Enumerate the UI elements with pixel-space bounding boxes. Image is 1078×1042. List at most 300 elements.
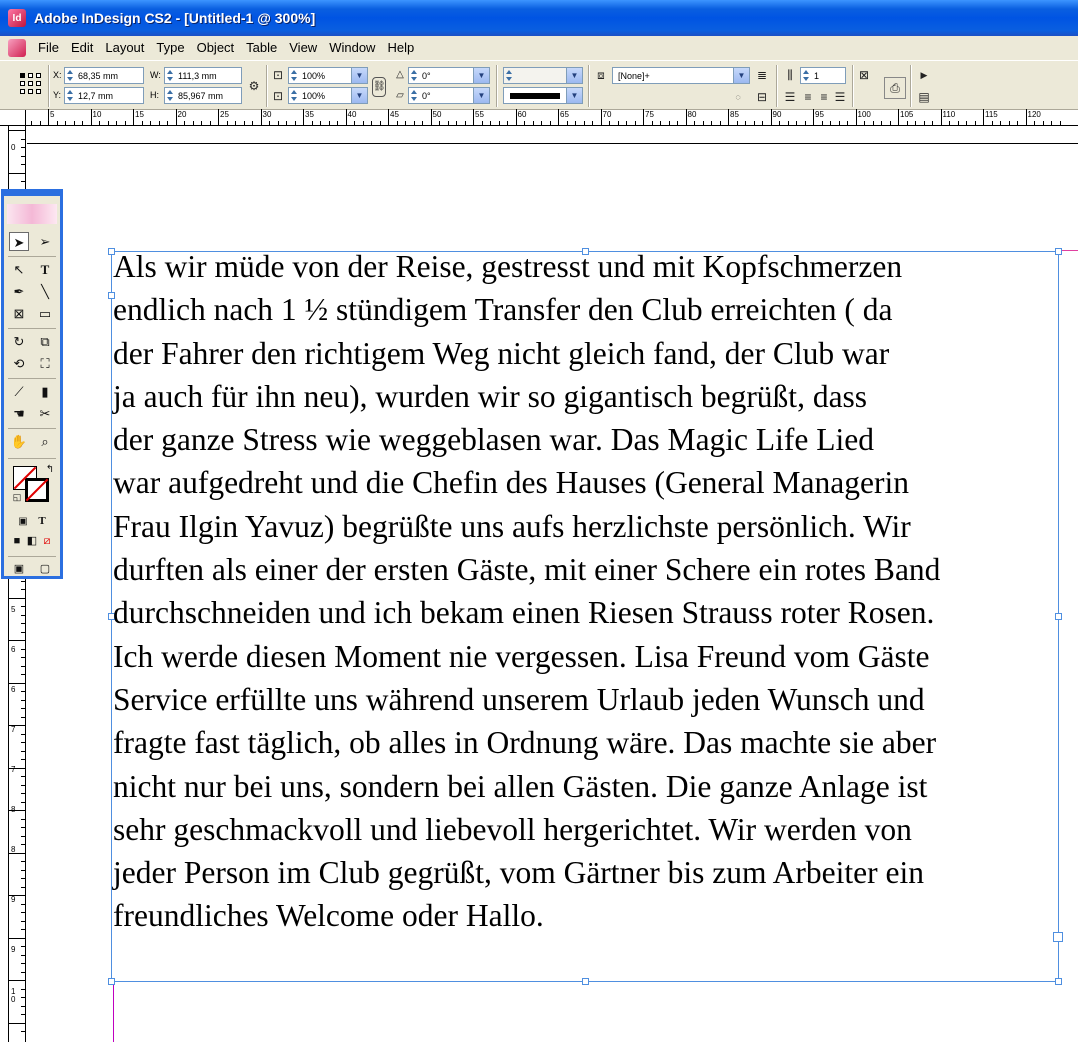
text-line[interactable]: fragte fast täglich, ob alles in Ordnung wäre. Das machte sie aber bbox=[113, 725, 937, 761]
ruler-tick bbox=[762, 121, 763, 125]
ruler-tick bbox=[125, 121, 126, 125]
justify-vertical-icon[interactable]: ☰ bbox=[834, 90, 846, 104]
ruler-tick bbox=[9, 980, 25, 981]
chevron-down-icon[interactable]: ▼ bbox=[473, 68, 489, 83]
ruler-tick bbox=[65, 121, 66, 125]
ruler-label: 5 bbox=[50, 110, 55, 119]
chevron-down-icon[interactable]: ▼ bbox=[566, 68, 582, 83]
ruler-label: 45 bbox=[390, 110, 399, 119]
ruler-tick bbox=[592, 121, 593, 125]
ruler-label: 7 bbox=[11, 765, 16, 774]
ruler-tick bbox=[1051, 121, 1052, 125]
ruler-tick bbox=[9, 130, 25, 131]
text-line[interactable]: Frau Ilgin Yavuz) begrüßte uns aufs herzlichste persönlich. Wir bbox=[113, 508, 911, 544]
ruler-tick bbox=[405, 121, 406, 125]
ruler-tick bbox=[975, 121, 976, 125]
ruler-tick bbox=[337, 121, 338, 125]
ruler-tick bbox=[354, 121, 355, 125]
ruler-tick bbox=[21, 878, 25, 879]
ruler-tick bbox=[21, 623, 25, 624]
ruler-label: 8 bbox=[11, 805, 16, 814]
text-line[interactable]: durften als einer der ersten Gäste, mit einer Schere ein rotes Band bbox=[113, 552, 941, 588]
scissors-tool-icon[interactable]: ✂ bbox=[39, 406, 51, 421]
ruler-tick bbox=[516, 109, 517, 125]
frame-handle-bottom-left[interactable] bbox=[108, 978, 115, 985]
ruler-tick bbox=[839, 121, 840, 125]
ruler-tick bbox=[21, 742, 25, 743]
text-line[interactable]: ja auch für ihn neu), wurden wir so gigantisch begrüßt, dass bbox=[113, 378, 868, 414]
ruler-tick bbox=[21, 589, 25, 590]
ruler-tick bbox=[983, 109, 984, 125]
ruler-label: 9 bbox=[11, 895, 16, 904]
ruler-tick bbox=[737, 121, 738, 125]
fitting-icon[interactable]: ⊟ bbox=[756, 90, 768, 104]
rotation-spinner-icon[interactable] bbox=[410, 68, 419, 83]
ruler-tick bbox=[31, 121, 32, 125]
ruler-tick bbox=[269, 121, 270, 125]
shear-angle-field[interactable]: 0° ▼ bbox=[408, 87, 490, 104]
ruler-label: 8 bbox=[11, 845, 16, 854]
ruler-tick bbox=[278, 121, 279, 125]
ruler-tick bbox=[830, 121, 831, 125]
rectangle-frame-tool-icon[interactable]: ⊠ bbox=[13, 306, 25, 321]
y-position-field[interactable]: 12,7 mm bbox=[64, 87, 144, 104]
ruler-tick bbox=[329, 121, 330, 125]
eyedropper-tool-icon[interactable]: ⟋ bbox=[14, 384, 24, 399]
ruler-label: 6 bbox=[11, 645, 16, 654]
stroke-weight-spinner-icon[interactable] bbox=[505, 68, 514, 83]
ruler-label: 60 bbox=[517, 110, 527, 119]
menu-help[interactable]: Help bbox=[387, 40, 415, 55]
w-spinner-icon[interactable] bbox=[166, 68, 175, 83]
ruler-tick bbox=[677, 121, 678, 125]
title-bar bbox=[0, 0, 1078, 36]
ruler-tick bbox=[21, 836, 25, 837]
menu-type[interactable]: Type bbox=[156, 40, 185, 55]
ruler-tick bbox=[558, 109, 559, 125]
ruler-tick bbox=[21, 615, 25, 616]
constrain-proportions-icon[interactable]: ⚙ bbox=[248, 79, 260, 93]
ruler-tick bbox=[881, 121, 882, 125]
ruler-tick bbox=[363, 121, 364, 125]
ruler-tick bbox=[550, 121, 551, 125]
menu-file[interactable]: File bbox=[38, 40, 59, 55]
text-line[interactable]: Service erfüllte uns während unserem Urlaub jeden Wunsch und bbox=[113, 681, 925, 717]
ruler-tick bbox=[703, 121, 704, 125]
columns-icon: ⫼ bbox=[787, 68, 793, 82]
align-top-icon[interactable]: ☰ bbox=[784, 90, 796, 104]
columns-spinner-icon[interactable] bbox=[802, 68, 811, 83]
ruler-tick bbox=[261, 109, 262, 125]
ruler-tick bbox=[1009, 121, 1010, 125]
ruler-label: 25 bbox=[220, 110, 229, 119]
ruler-tick bbox=[48, 109, 49, 125]
clear-overrides-icon[interactable]: ◌ bbox=[735, 92, 741, 102]
shear-angle-icon: ▱ bbox=[396, 90, 404, 101]
ruler-tick bbox=[533, 121, 534, 125]
ruler-label: 115 bbox=[985, 110, 998, 119]
type-tool-icon[interactable]: T bbox=[40, 262, 50, 277]
ruler-label: 80 bbox=[687, 110, 697, 119]
menu-bar bbox=[0, 36, 1078, 60]
ruler-tick bbox=[626, 121, 627, 125]
gradient-tool-icon[interactable]: ▮ bbox=[41, 384, 49, 399]
ruler-tick bbox=[779, 121, 780, 125]
ruler-tick bbox=[312, 121, 313, 125]
ruler-tick bbox=[201, 121, 202, 125]
ruler-tick bbox=[371, 121, 372, 125]
free-transform-tool-icon[interactable]: ⛶ bbox=[40, 356, 50, 371]
x-spinner-icon[interactable] bbox=[66, 68, 75, 83]
ruler-tick bbox=[788, 121, 789, 125]
ruler-tick bbox=[805, 121, 806, 125]
object-style-dropdown[interactable]: [None]+ ▼ bbox=[612, 67, 750, 84]
chevron-down-icon[interactable]: ▼ bbox=[351, 68, 367, 83]
text-wrap-icon[interactable]: ⊠ bbox=[858, 68, 870, 82]
direct-selection-tool-icon[interactable]: ➢ bbox=[39, 234, 51, 249]
ruler-tick bbox=[915, 121, 916, 125]
normal-view-icon[interactable]: ▣ bbox=[13, 563, 25, 575]
ruler-tick bbox=[21, 734, 25, 735]
ruler-tick bbox=[303, 109, 304, 125]
ruler-tick bbox=[439, 121, 440, 125]
ruler-tick bbox=[21, 632, 25, 633]
ruler-label: 20 bbox=[177, 110, 187, 119]
ruler-tick bbox=[388, 109, 389, 125]
ruler-tick bbox=[21, 164, 25, 165]
ruler-label: 75 bbox=[645, 110, 654, 119]
ruler-label: 7 bbox=[11, 725, 16, 734]
link-scale-icon[interactable]: ⛓ bbox=[372, 77, 386, 97]
ruler-tick bbox=[9, 1023, 25, 1024]
ruler-label: 100 bbox=[857, 110, 871, 119]
ruler-tick bbox=[184, 121, 185, 125]
columns-field[interactable]: 1 bbox=[800, 67, 846, 84]
menu-window[interactable]: Window bbox=[329, 40, 376, 55]
ruler-tick bbox=[21, 657, 25, 658]
ruler-tick bbox=[796, 121, 797, 125]
ruler-tick bbox=[924, 121, 925, 125]
align-bottom-icon[interactable]: ≡ bbox=[820, 90, 828, 104]
shear-tool-icon[interactable]: ⟲ bbox=[13, 356, 25, 371]
position-tool-icon[interactable]: ↖ bbox=[13, 262, 25, 277]
stroke-weight-field[interactable] bbox=[503, 67, 583, 84]
line-tool-icon[interactable]: ╲ bbox=[41, 284, 49, 299]
ruler-tick bbox=[728, 109, 729, 125]
ruler-tick bbox=[244, 121, 245, 125]
tools-panel bbox=[1, 189, 63, 579]
ruler-tick bbox=[21, 1014, 25, 1015]
ruler-tick bbox=[720, 121, 721, 125]
ruler-tick bbox=[1034, 121, 1035, 125]
ruler-tick bbox=[575, 121, 576, 125]
scale-y-spinner-icon[interactable] bbox=[290, 88, 299, 103]
ruler-tick bbox=[218, 109, 219, 125]
ruler-label: 15 bbox=[135, 110, 144, 119]
text-line[interactable]: nicht nur bei uns, sondern bei allen Gästen. Die ganze Anlage ist bbox=[113, 768, 928, 804]
ruler-tick bbox=[397, 121, 398, 125]
text-line[interactable]: Ich werde diesen Moment nie vergessen. Lisa Freund vom Gäste bbox=[113, 638, 930, 674]
ruler-tick bbox=[21, 1031, 25, 1032]
object-style-icon: ⧈ bbox=[597, 68, 605, 82]
x-position-field[interactable]: 68,35 mm bbox=[64, 67, 144, 84]
frame-handle-bottom-center[interactable] bbox=[582, 978, 589, 985]
ruler-tick bbox=[941, 109, 942, 125]
ruler-tick bbox=[524, 121, 525, 125]
ruler-tick bbox=[890, 121, 891, 125]
height-field[interactable]: 85,967 mm bbox=[164, 87, 242, 104]
width-field[interactable]: 111,3 mm bbox=[164, 67, 242, 84]
ruler-label: 105 bbox=[900, 110, 914, 119]
ruler-tick bbox=[652, 121, 653, 125]
ruler-tick bbox=[694, 121, 695, 125]
text-line[interactable]: Als wir müde von der Reise, gestresst und mit Kopfschmerzen bbox=[113, 249, 903, 284]
ruler-tick bbox=[21, 606, 25, 607]
ruler-tick bbox=[431, 109, 432, 125]
text-line[interactable]: freundliches Welcome oder Hallo. bbox=[113, 898, 544, 934]
ruler-tick bbox=[618, 121, 619, 125]
ruler-tick bbox=[99, 121, 100, 125]
text-line[interactable]: der Fahrer den richtigem Weg nicht gleich fand, der Club war bbox=[113, 335, 890, 371]
hand-tool-icon[interactable]: ✋ bbox=[10, 434, 28, 449]
ruler-tick bbox=[456, 121, 457, 125]
ruler-tick bbox=[822, 121, 823, 125]
ruler-tick bbox=[21, 181, 25, 182]
text-line[interactable]: jeder Person im Club gegrüßt, vom Gärtner bis zum Arbeiter ein bbox=[113, 855, 924, 891]
ruler-label: 9 bbox=[11, 945, 16, 954]
ruler-tick bbox=[1026, 109, 1027, 125]
ruler-tick bbox=[490, 121, 491, 125]
y-label: Y: bbox=[53, 90, 62, 100]
ruler-tick bbox=[669, 121, 670, 125]
indesign-app-icon[interactable]: Id bbox=[8, 9, 26, 27]
zoom-tool-icon[interactable]: ⌕ bbox=[41, 434, 49, 449]
preview-mode-icon[interactable]: ▢ bbox=[39, 563, 51, 575]
ruler-tick bbox=[210, 121, 211, 125]
formatting-container-icon[interactable]: ▣ bbox=[18, 516, 28, 527]
menu-view[interactable]: View bbox=[289, 40, 318, 55]
h-spinner-icon[interactable] bbox=[166, 88, 175, 103]
page-edge bbox=[27, 143, 1078, 144]
ruler-label: 110 bbox=[942, 110, 956, 119]
ruler-tick bbox=[9, 640, 25, 641]
x-label: X: bbox=[53, 70, 62, 80]
ruler-tick bbox=[150, 121, 151, 125]
ruler-tick bbox=[320, 121, 321, 125]
ruler-tick bbox=[660, 121, 661, 125]
ruler-tick bbox=[21, 708, 25, 709]
ruler-tick bbox=[966, 121, 967, 125]
frame-handle-bottom-right[interactable] bbox=[1055, 978, 1062, 985]
ruler-tick bbox=[21, 759, 25, 760]
ruler-tick bbox=[9, 173, 25, 174]
ruler-tick bbox=[133, 109, 134, 125]
menu-object[interactable]: Object bbox=[196, 40, 235, 55]
scale-y-field[interactable]: 100% ▼ bbox=[288, 87, 368, 104]
menu-table[interactable]: Table bbox=[246, 40, 278, 55]
ruler-tick bbox=[932, 121, 933, 125]
default-fill-stroke-icon[interactable]: ◱ bbox=[12, 492, 22, 502]
window-title: Adobe InDesign CS2 - [Untitled-1 @ 300%] bbox=[34, 10, 316, 26]
ruler-tick bbox=[465, 121, 466, 125]
ruler-label: 10 bbox=[11, 987, 16, 1004]
chevron-down-icon[interactable]: ▼ bbox=[733, 68, 749, 83]
rectangle-tool-icon[interactable]: ▭ bbox=[38, 306, 52, 321]
scale-x-field[interactable]: 100% ▼ bbox=[288, 67, 368, 84]
ruler-tick bbox=[21, 887, 25, 888]
apply-gradient-icon[interactable]: ◧ bbox=[26, 535, 38, 547]
ruler-tick bbox=[227, 121, 228, 125]
apply-none-icon[interactable]: ⧄ bbox=[43, 535, 51, 547]
ruler-tick bbox=[21, 870, 25, 871]
text-line[interactable]: war aufgedreht und die Chefin des Hauses (General Managerin bbox=[113, 465, 909, 501]
ruler-tick bbox=[601, 109, 602, 125]
ruler-tick bbox=[771, 109, 772, 125]
ruler-tick bbox=[21, 819, 25, 820]
rotation-angle-icon: △ bbox=[396, 69, 404, 80]
document-icon[interactable] bbox=[8, 39, 26, 57]
ruler-tick bbox=[9, 598, 25, 599]
ruler-tick bbox=[21, 844, 25, 845]
ruler-tick bbox=[108, 121, 109, 125]
ruler-label: 6 bbox=[11, 685, 16, 694]
text-line[interactable]: sehr geschmackvoll und liebevoll hergerichtet. Wir werden von bbox=[113, 811, 912, 847]
column-guide bbox=[113, 982, 114, 1042]
ruler-tick bbox=[142, 121, 143, 125]
ruler-tick bbox=[643, 109, 644, 125]
chevron-down-icon[interactable]: ▼ bbox=[473, 88, 489, 103]
ruler-label: 0 bbox=[11, 143, 16, 152]
text-line[interactable]: endlich nach 1 ½ stündigem Transfer den Club erreichten ( da bbox=[113, 292, 893, 328]
text-line[interactable]: durchschneiden und ich bekam einen Riesen Strauss roter Rosen. bbox=[113, 595, 935, 631]
ruler-tick bbox=[21, 989, 25, 990]
h-label: H: bbox=[150, 90, 159, 100]
stroke-type-field[interactable] bbox=[503, 87, 583, 104]
ruler-tick bbox=[21, 139, 25, 140]
ruler-origin[interactable] bbox=[0, 110, 26, 126]
ruler-tick bbox=[21, 649, 25, 650]
ruler-tick bbox=[21, 751, 25, 752]
place-icon[interactable]: ⎙ bbox=[884, 77, 906, 99]
align-center-icon[interactable]: ≡ bbox=[804, 90, 812, 104]
button-tool-icon[interactable]: ☚ bbox=[13, 406, 25, 421]
shear-spinner-icon[interactable] bbox=[410, 88, 419, 103]
ruler-tick bbox=[21, 946, 25, 947]
scale-tool-icon[interactable]: ⧉ bbox=[40, 334, 50, 349]
ruler-tick bbox=[1000, 121, 1001, 125]
rotation-angle-field[interactable]: 0° ▼ bbox=[408, 67, 490, 84]
chevron-down-icon[interactable]: ▼ bbox=[351, 88, 367, 103]
chevron-down-icon[interactable]: ▼ bbox=[566, 88, 582, 103]
ruler-tick bbox=[21, 912, 25, 913]
ruler-tick bbox=[21, 997, 25, 998]
ruler-tick bbox=[116, 121, 117, 125]
ruler-tick bbox=[482, 121, 483, 125]
rotate-tool-icon[interactable]: ↻ bbox=[13, 334, 25, 349]
y-spinner-icon[interactable] bbox=[66, 88, 75, 103]
formatting-text-icon[interactable]: T bbox=[38, 515, 46, 527]
ruler-tick bbox=[74, 121, 75, 125]
ruler-tick bbox=[21, 972, 25, 973]
ruler-tick bbox=[745, 121, 746, 125]
ruler-tick bbox=[21, 793, 25, 794]
ruler-tick bbox=[235, 121, 236, 125]
swap-fill-stroke-icon[interactable]: ↰ bbox=[45, 464, 55, 475]
ruler-tick bbox=[686, 109, 687, 125]
ruler-tick bbox=[21, 963, 25, 964]
ruler-tick bbox=[193, 121, 194, 125]
ruler-tick bbox=[21, 921, 25, 922]
ruler-tick bbox=[167, 121, 168, 125]
ruler-tick bbox=[958, 121, 959, 125]
ruler-tick bbox=[40, 121, 41, 125]
w-label: W: bbox=[150, 70, 161, 80]
ruler-label: 65 bbox=[560, 110, 569, 119]
ruler-tick bbox=[21, 802, 25, 803]
ruler-tick bbox=[847, 121, 848, 125]
ruler-tick bbox=[864, 121, 865, 125]
apply-color-icon[interactable]: ■ bbox=[13, 535, 21, 547]
ruler-tick bbox=[9, 683, 25, 684]
menu-edit[interactable]: Edit bbox=[70, 40, 94, 55]
ruler-tick bbox=[507, 121, 508, 125]
ruler-tick bbox=[949, 121, 950, 125]
ruler-tick bbox=[448, 121, 449, 125]
horizontal-ruler[interactable] bbox=[26, 110, 1078, 126]
story-text[interactable] bbox=[113, 245, 1073, 938]
ruler-tick bbox=[21, 691, 25, 692]
apply-style-icon[interactable]: ≣ bbox=[756, 68, 768, 82]
ruler-label: 50 bbox=[432, 110, 442, 119]
selection-tool-icon[interactable]: ➤ bbox=[9, 232, 29, 251]
ruler-tick bbox=[21, 785, 25, 786]
ruler-tick bbox=[21, 929, 25, 930]
ruler-label: 70 bbox=[602, 110, 612, 119]
ruler-tick bbox=[176, 109, 177, 125]
scale-y-icon: ⊡ bbox=[272, 89, 284, 103]
panel-menu-icon[interactable]: ▶ bbox=[920, 70, 928, 80]
ruler-tick bbox=[21, 776, 25, 777]
ruler-tick bbox=[295, 121, 296, 125]
scale-x-icon: ⊡ bbox=[272, 68, 284, 82]
ruler-tick bbox=[21, 1006, 25, 1007]
butterfly-logo-icon bbox=[7, 204, 57, 224]
ruler-tick bbox=[346, 109, 347, 125]
ruler-tick bbox=[541, 121, 542, 125]
ruler-tick bbox=[856, 109, 857, 125]
ruler-tick bbox=[21, 827, 25, 828]
pen-tool-icon[interactable]: ✒ bbox=[13, 284, 25, 299]
ruler-tick bbox=[252, 121, 253, 125]
ruler-tick bbox=[1017, 121, 1018, 125]
ruler-label: 30 bbox=[262, 110, 272, 119]
ruler-label: 5 bbox=[11, 605, 16, 614]
toggle-panel-icon[interactable]: ▤ bbox=[918, 90, 930, 104]
scale-x-spinner-icon[interactable] bbox=[290, 68, 299, 83]
ruler-tick bbox=[82, 121, 83, 125]
ruler-tick bbox=[21, 904, 25, 905]
reference-point-icon[interactable] bbox=[20, 73, 42, 95]
text-line[interactable]: der ganze Stress wie weggeblasen war. Das Magic Life Lied bbox=[113, 422, 874, 458]
ruler-label: 95 bbox=[815, 110, 824, 119]
ruler-tick bbox=[1043, 121, 1044, 125]
ruler-tick bbox=[992, 121, 993, 125]
control-panel bbox=[0, 60, 1078, 110]
ruler-label: 55 bbox=[475, 110, 484, 119]
ruler-tick bbox=[609, 121, 610, 125]
ruler-tick bbox=[21, 955, 25, 956]
menu-layout[interactable]: Layout bbox=[105, 40, 145, 55]
